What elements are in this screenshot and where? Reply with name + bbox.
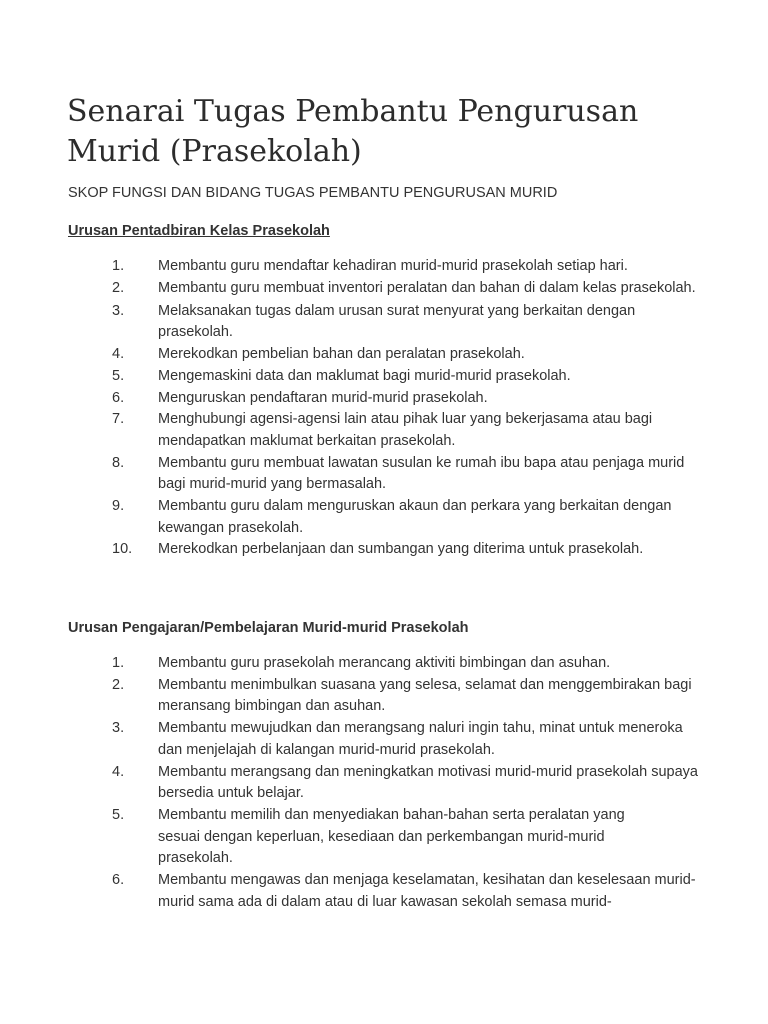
item-text: Merekodkan perbelanjaan dan sumbangan yang diterima untuk prasekolah. [158,541,644,558]
item-number: 7. [112,411,125,428]
item-number: 2. [112,279,125,296]
list-item [0,539,768,561]
item-text: Merekodkan pembelian bahan dan peralatan prasekolah. [158,346,525,363]
item-text: Menghubungi agensi-agensi lain atau pihak luar yang bekerjasama atau bagi mendapatkan maklumat berkaitan prasekolah. [158,411,653,449]
administration-task-list [0,256,768,561]
item-text: Membantu guru membuat inventori peralatan dan bahan di dalam kelas prasekolah. [158,279,696,296]
teaching-task-list [0,653,768,913]
item-text: Membantu merangsang dan meningkatkan motivasi murid-murid prasekolah supaya bersedia untuk belajar. [158,763,698,802]
list-item [0,496,768,539]
item-text: Membantu guru mendaftar kehadiran murid-murid prasekolah setiap hari. [158,258,628,274]
list-item [0,805,768,870]
item-number: 4. [112,763,125,780]
item-number: 3. [112,720,125,737]
item-number: 6. [112,389,125,406]
item-number: 2. [112,676,125,693]
item-text: Mengemaskini data dan maklumat bagi murid-murid prasekolah. [158,367,571,384]
item-text: Membantu mengawas dan menjaga keselamatan, kesihatan dan keselesaan murid-murid sama ada di dalam atau di luar kawasan sekolah semasa murid- [158,872,696,910]
list-item [0,278,768,297]
item-number: 6. [112,872,125,889]
item-text: Membantu guru membuat lawatan susulan ke rumah ibu bapa atau penjaga murid bagi murid-murid yang bermasalah. [158,454,685,493]
item-number: 1. [112,258,125,274]
list-item [0,453,768,496]
list-item [0,301,768,344]
item-number: 8. [112,454,125,471]
list-item [0,653,768,675]
item-text: Menguruskan pendaftaran murid-murid prasekolah. [158,389,488,406]
list-item [0,256,768,278]
item-number: 1. [112,655,125,671]
document-subtitle: SKOP FUNGSI DAN BIDANG TUGAS PEMBANTU PENGURUSAN MURID [68,185,558,201]
page-title: Senarai Tugas Pembantu Pengurusan Murid (Prasekolah) [67,94,639,169]
list-item [0,762,768,805]
item-number: 3. [112,302,125,319]
list-item [0,366,768,388]
list-item [0,388,768,410]
item-text: Membantu memilih dan menyediakan bahan-bahan serta peralatan yang sesuai dengan keperluan, kesediaan dan perkembangan murid-murid prasekolah. [158,806,629,867]
item-text: Membantu guru dalam menguruskan akaun dan perkara yang berkaitan dengan kewangan prasekolah. [158,498,672,536]
item-number: 4. [112,346,125,363]
item-number: 5. [112,806,125,823]
list-item [0,675,768,718]
list-item [0,409,768,452]
list-item [0,718,768,761]
section-heading-teaching: Urusan Pengajaran/Pembelajaran Murid-murid Prasekolah [68,620,469,636]
item-number: 9. [112,498,125,515]
item-text: Membantu guru prasekolah merancang aktiviti bimbingan dan asuhan. [158,655,611,671]
item-number: 10. [112,541,133,558]
item-text: Membantu menimbulkan suasana yang selesa, selamat dan menggembirakan bagi meransang bimbingan dan asuhan. [158,676,692,715]
list-item [0,344,768,366]
section-heading-administration: Urusan Pentadbiran Kelas Prasekolah [68,223,330,239]
item-text: Membantu mewujudkan dan merangsang naluri ingin tahu, minat untuk meneroka dan menjelajah di kalangan murid-murid prasekolah. [158,720,683,758]
item-text: Melaksanakan tugas dalam urusan surat menyurat yang berkaitan dengan prasekolah. [158,302,636,341]
list-item [0,870,768,913]
item-number: 5. [112,367,125,384]
